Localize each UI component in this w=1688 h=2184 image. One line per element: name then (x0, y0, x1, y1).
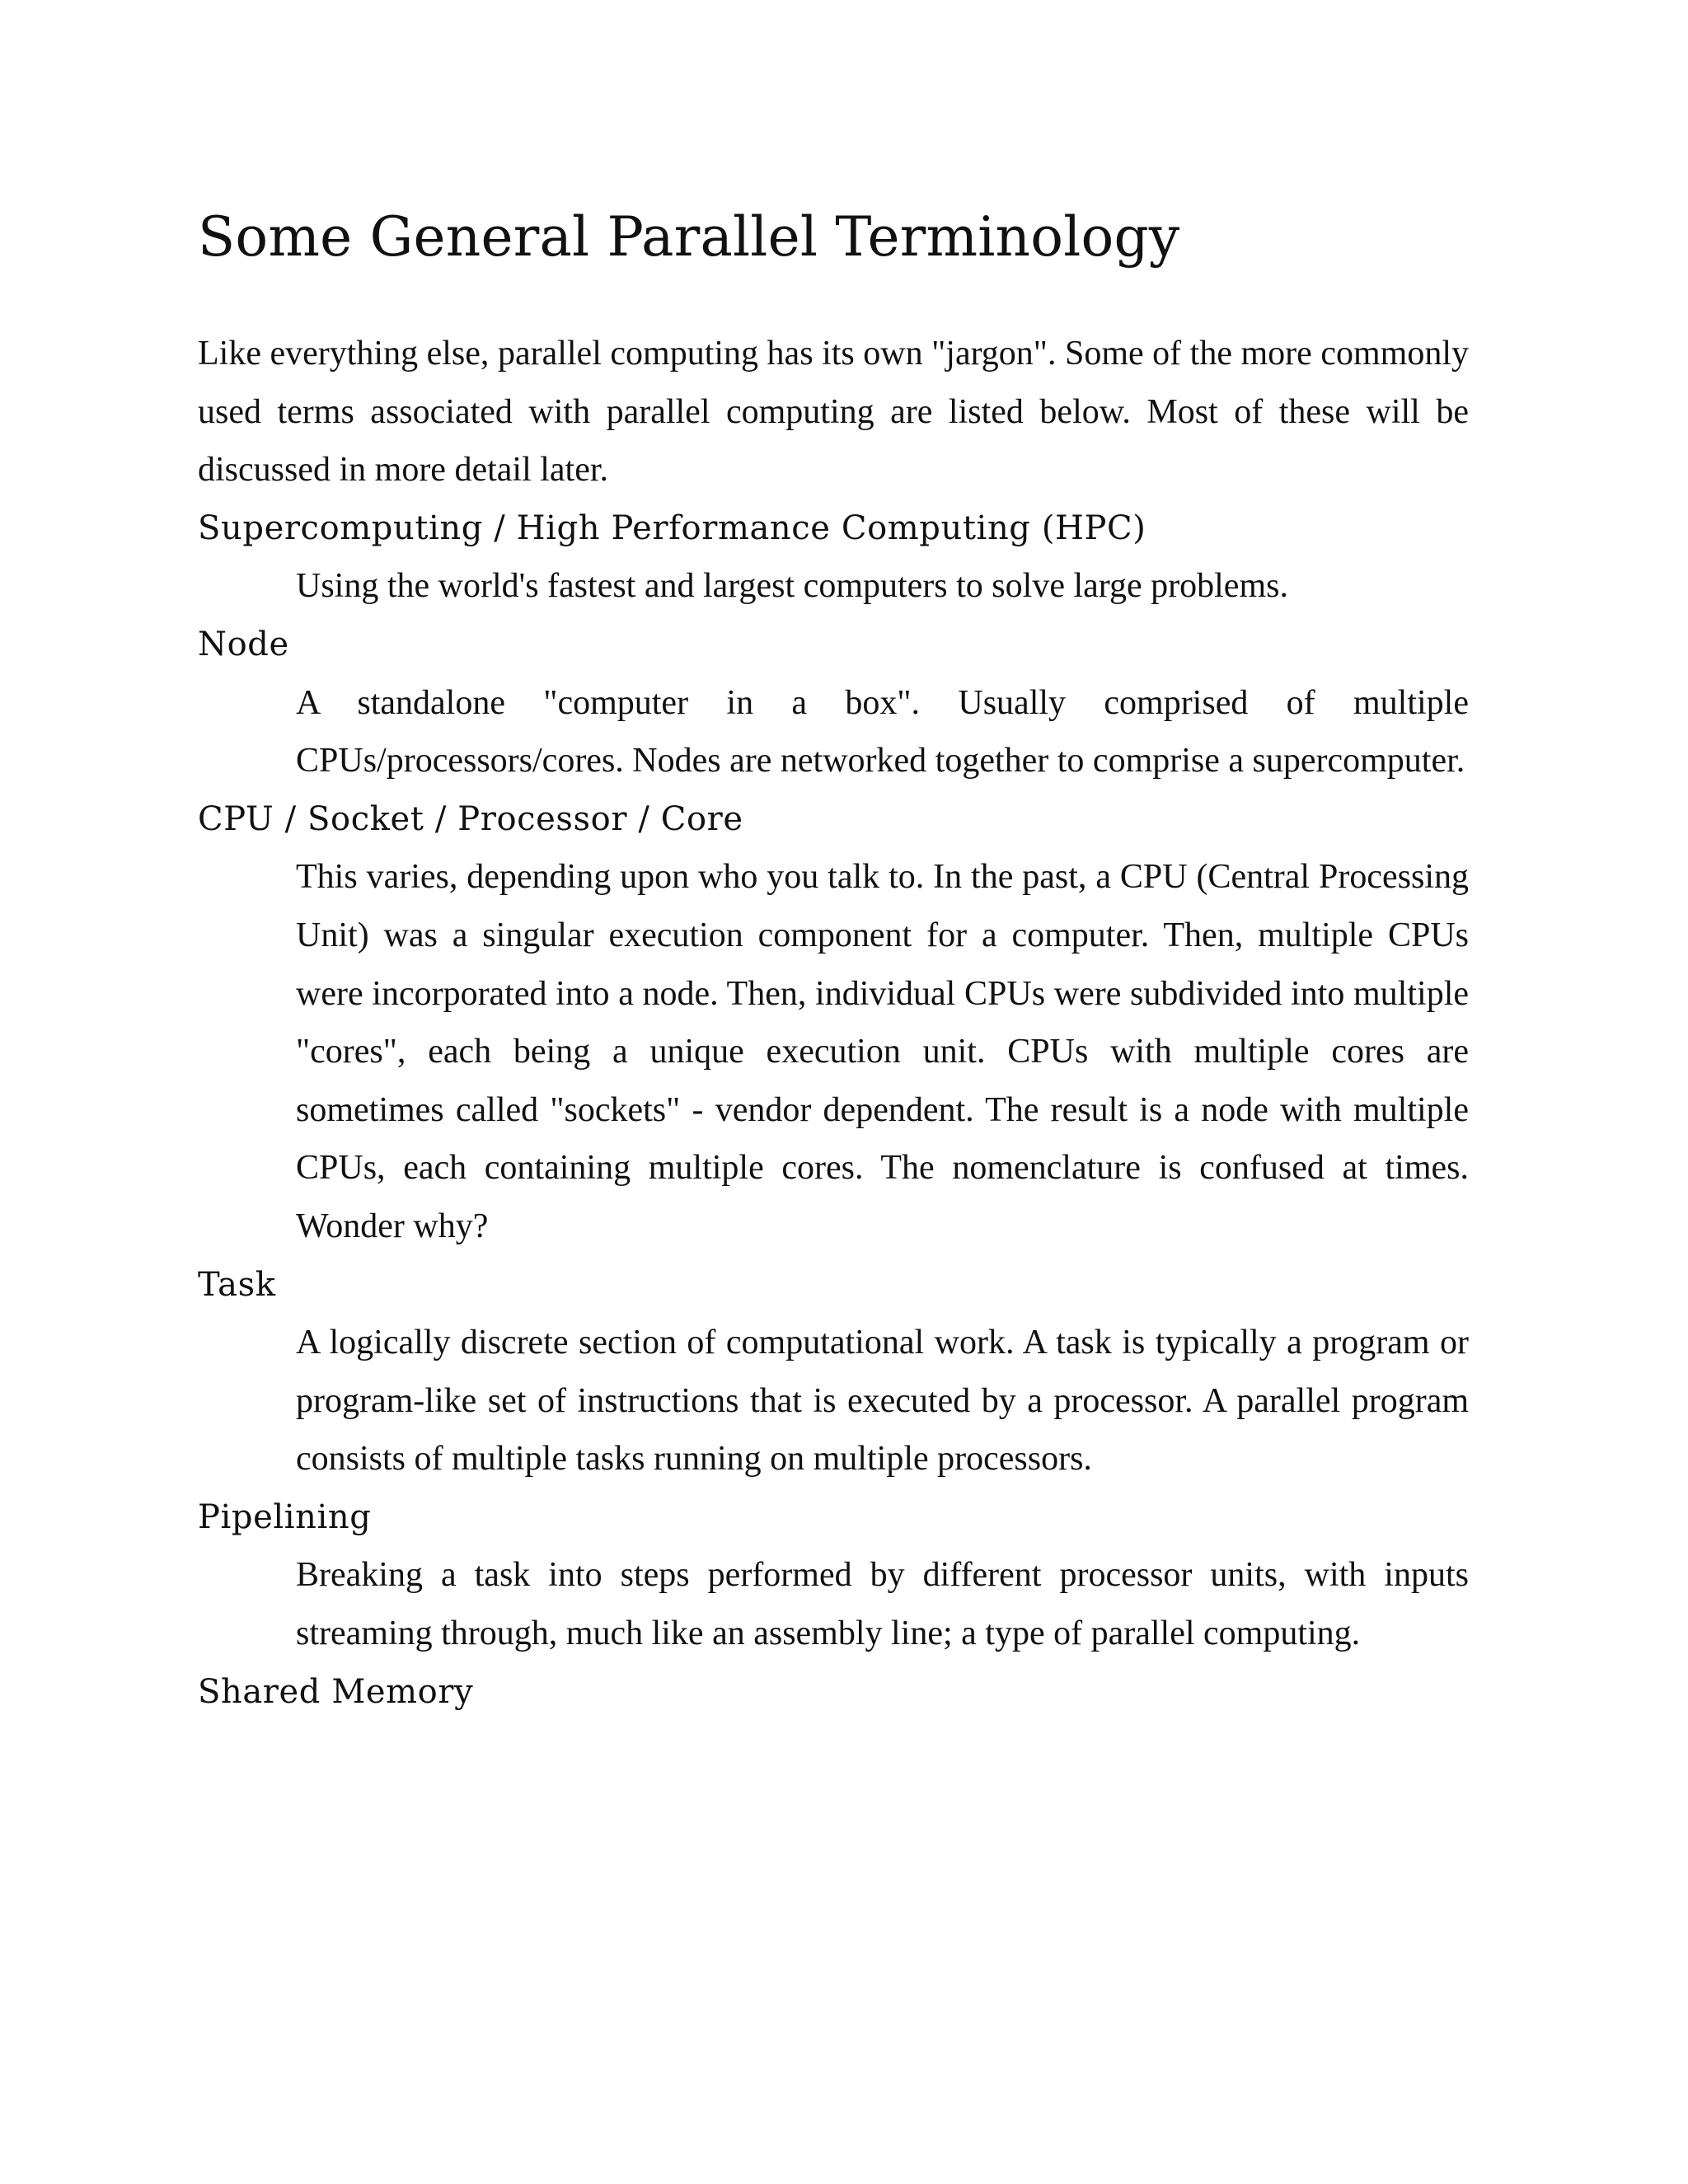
page-title: Some General Parallel Terminology (198, 205, 1180, 269)
glossary-entry-pipelining (198, 1488, 1469, 1663)
glossary-entry-node (198, 616, 1469, 790)
glossary-entry-task (198, 1256, 1469, 1488)
glossary-entry-hpc (198, 499, 1469, 616)
glossary-definition: This varies, depending upon who you talk to. In the past, a CPU (Central Processing Unit) was a singular execution component for a computer. Then, multiple CPUs were incorporated into a node. Then, individual CPUs were subdivided into multiple "cores", each being a unique execution unit. CPUs with multiple cores are sometimes called "sockets" - vendor dependent. The result is a node with multiple CPUs, each containing multiple cores. The nomenclature is confused at times. Wonder why? (296, 858, 1469, 1245)
glossary-definition: Breaking a task into steps performed by different processor units, with inputs streaming through, much like an assembly line; a type of parallel computing. (296, 1556, 1469, 1653)
glossary-term: Node (198, 625, 289, 663)
glossary-definition: A standalone "computer in a box". Usually comprised of multiple CPUs/processors/cores. Nodes are networked together to comprise a supercomputer. (296, 683, 1469, 780)
glossary-definition: A logically discrete section of computational work. A task is typically a program or program-like set of instructions that is executed by a processor. A parallel program consists of multiple tasks running on multiple processors. (296, 1324, 1469, 1479)
glossary-term: CPU / Socket / Processor / Core (198, 799, 743, 838)
glossary-term: Supercomputing / High Performance Computing (HPC) (198, 509, 1146, 547)
glossary-entry-shared-memory (198, 1663, 1469, 1722)
intro-paragraph: Like everything else, parallel computing has its own "jargon". Some of the more commonly used terms associated with parallel computing are listed below. Most of these will be discussed in more detail later. (198, 335, 1469, 490)
glossary-term: Shared Memory (198, 1672, 474, 1711)
glossary-definition: Using the world's fastest and largest computers to solve large problems. (296, 567, 1288, 606)
glossary-term: Task (198, 1265, 276, 1304)
glossary-term: Pipelining (198, 1497, 372, 1536)
glossary-entry-cpu (198, 790, 1469, 1256)
document-body (198, 325, 1469, 1721)
